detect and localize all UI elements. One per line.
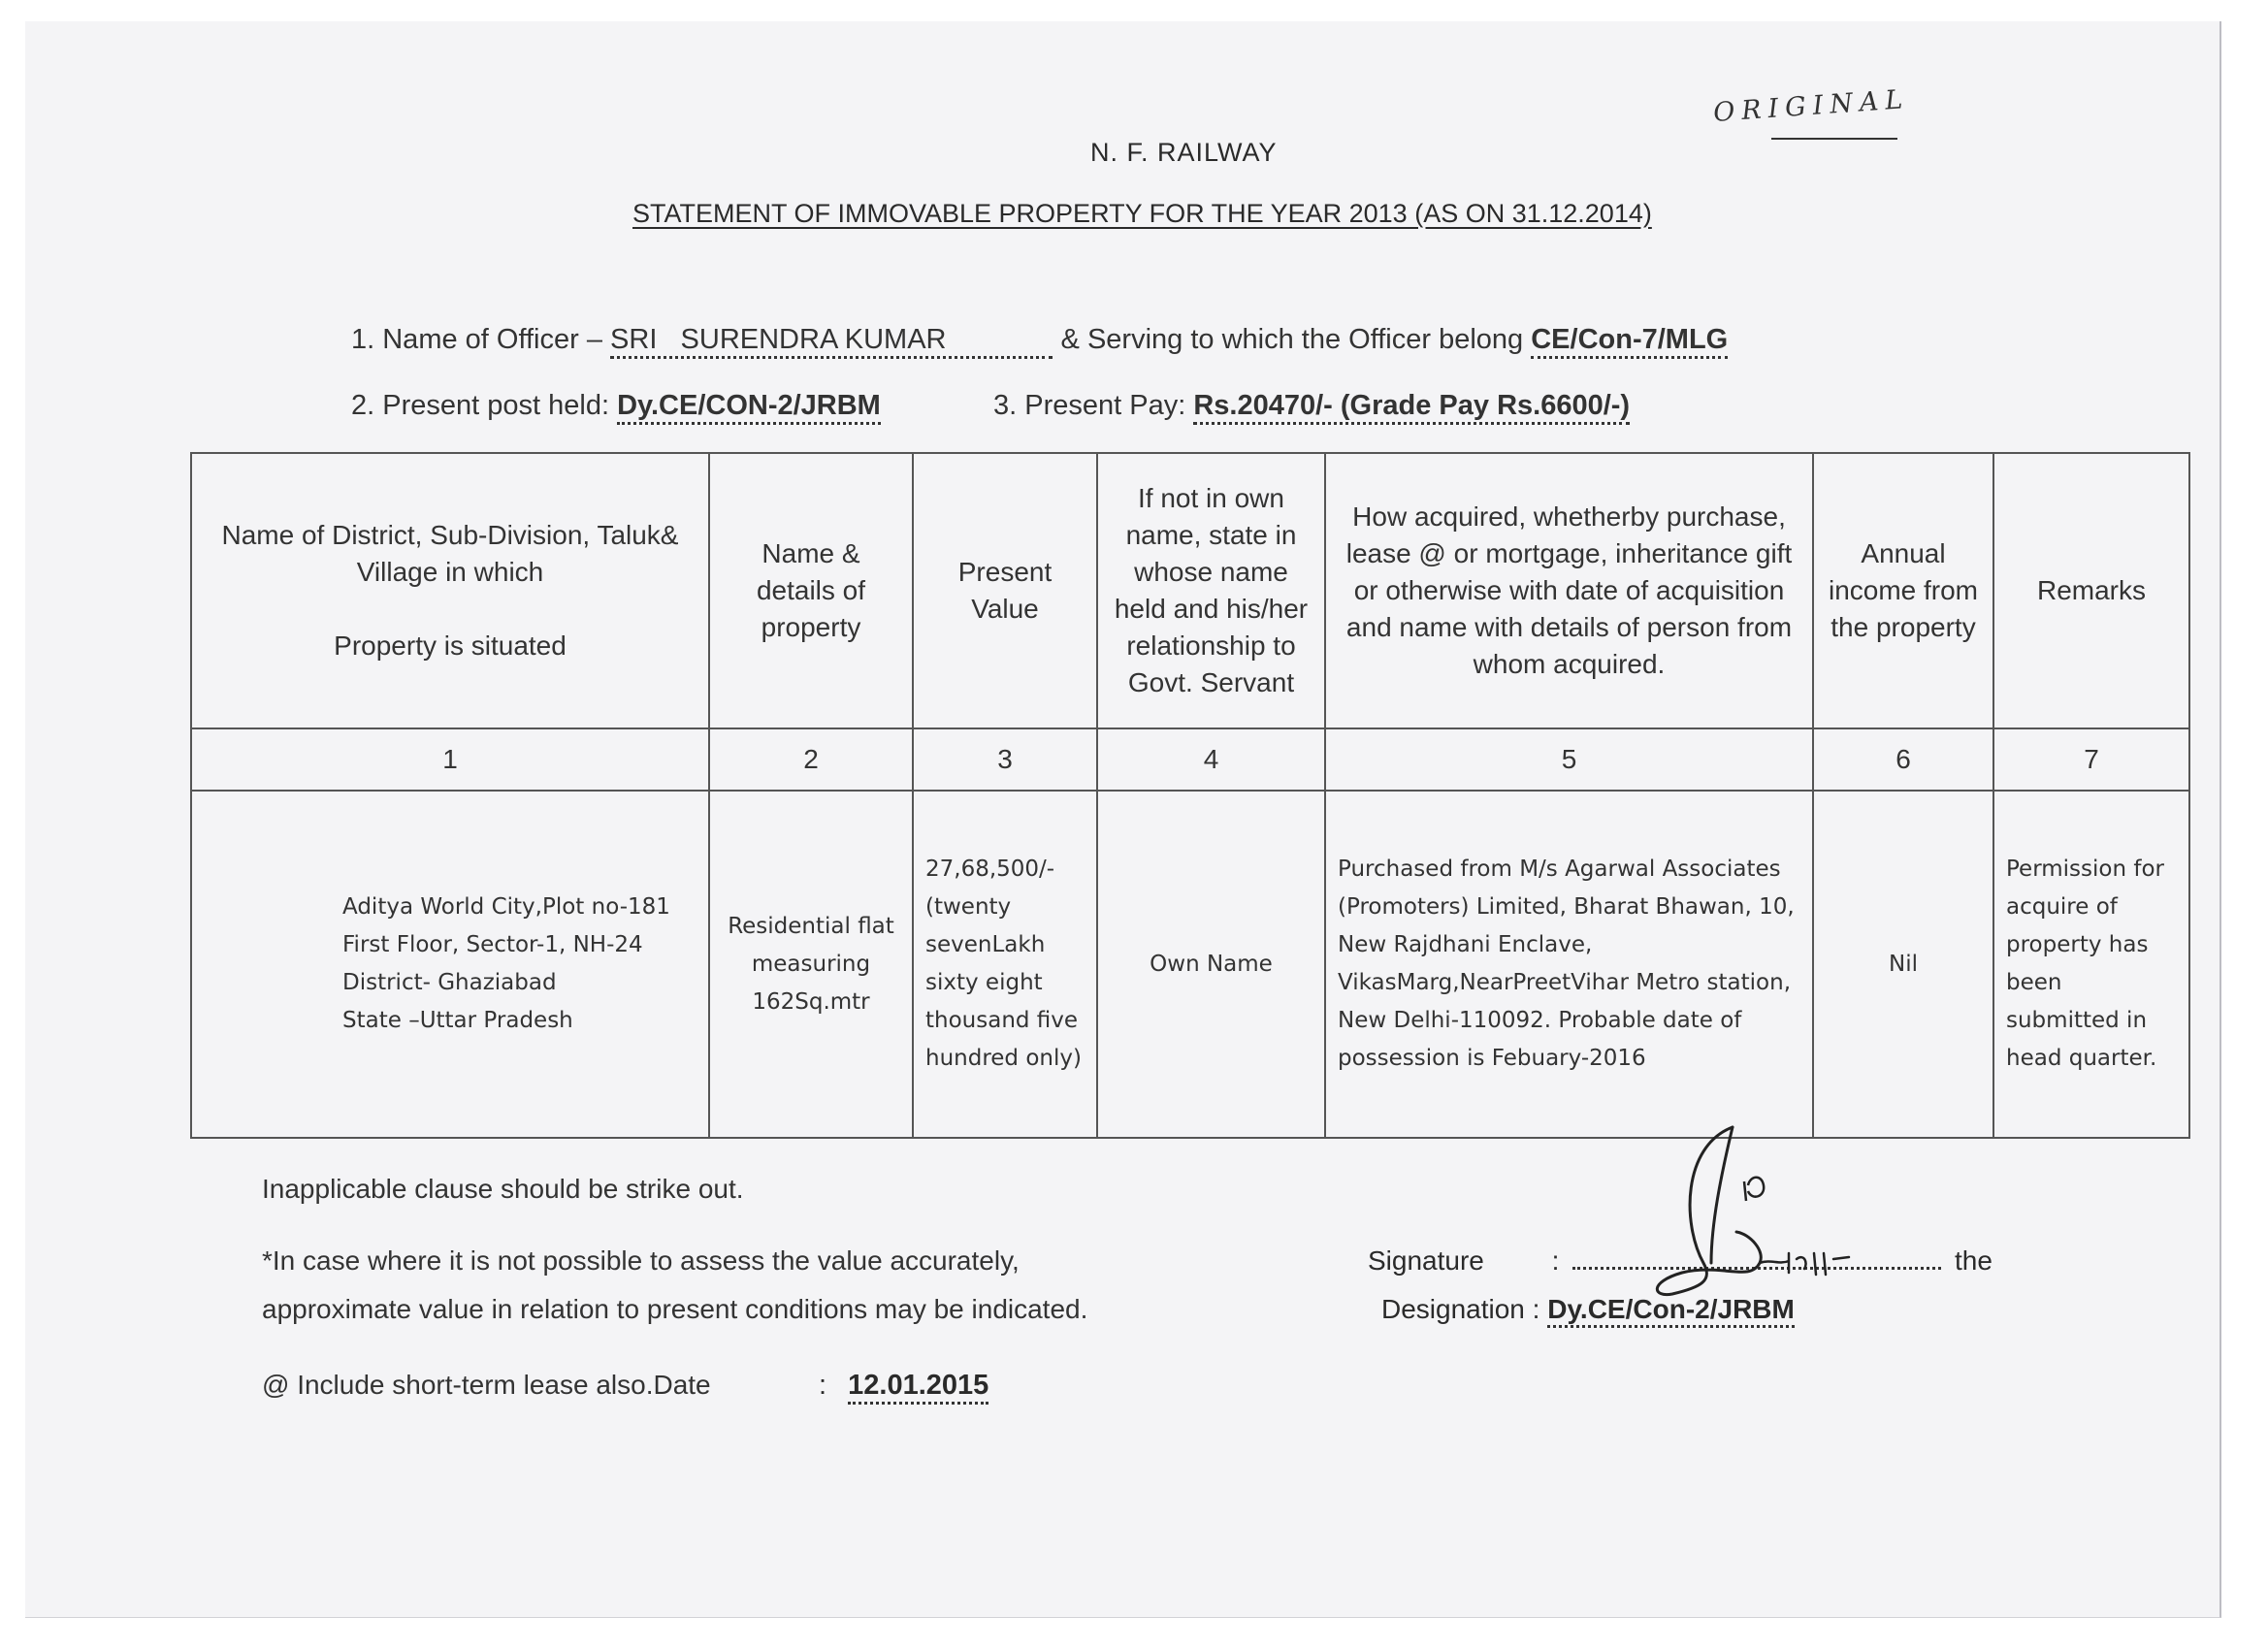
property-details-cell <box>709 791 913 1138</box>
document-page <box>25 21 2221 1618</box>
remarks-cell <box>1993 791 2189 1138</box>
date-value: 12.01.2015 <box>848 1370 988 1405</box>
header-cell <box>913 453 1097 728</box>
note-assess-value: *In case where it is not possible to assess the value accurately, <box>262 1245 1020 1276</box>
header-text: Annual income from the property <box>1828 538 1979 642</box>
signature-label: Signature <box>1368 1245 1484 1276</box>
property-table <box>190 452 2190 1139</box>
column-number: 3 <box>913 728 1097 791</box>
header-text: Name of District, Sub-Division, Taluk& Village in which Property is situated <box>221 520 679 661</box>
column-number: 6 <box>1813 728 1993 791</box>
location-cell <box>191 791 709 1138</box>
column-number: 7 <box>1993 728 2189 791</box>
ownership-cell <box>1097 791 1325 1138</box>
header-cell <box>1993 453 2189 728</box>
header-cell <box>1097 453 1325 728</box>
header-cell <box>1325 453 1813 728</box>
original-stamp: ORIGINAL <box>1712 83 1911 129</box>
header-cell <box>709 453 913 728</box>
header-text: If not in own name, state in whose name held and his/her relationship to Govt. Servant <box>1114 483 1309 697</box>
post-line <box>351 390 881 422</box>
present-value-text: 27,68,500/- (twenty sevenLakh sixty eight thousand five hundred only) <box>925 857 1082 1071</box>
designation-label: Designation : <box>1381 1294 1540 1324</box>
officer-name-field <box>610 324 1053 359</box>
table-row <box>191 791 2189 1138</box>
serving-value: CE/Con-7/MLG <box>1531 324 1728 359</box>
note-strike-out: Inapplicable clause should be strike out. <box>262 1174 744 1204</box>
property-details-text: Residential flat measuring 162Sq.mtr <box>728 913 894 1015</box>
officer-name-value: SRI SURENDRA KUMAR <box>610 324 947 355</box>
column-number: 5 <box>1325 728 1813 791</box>
annual-income-cell <box>1813 791 1993 1138</box>
designation-value: Dy.CE/Con-2/JRBM <box>1547 1294 1795 1328</box>
acquisition-text: Purchased from M/s Agarwal Associates (Promoters) Limited, Bharat Bhawan, 10, New Rajdhani Enclave, VikasMarg,NearPreetVihar Metro station, New Delhi-110092. Probable date of possession is Febuary-2016 <box>1338 857 1795 1071</box>
stamp-underline <box>1771 138 1897 140</box>
pay-label: 3. Present Pay: <box>993 390 1186 421</box>
signature-suffix: the <box>1955 1245 1993 1276</box>
acquisition-cell <box>1325 791 1813 1138</box>
header-text: Remarks <box>2036 575 2146 605</box>
present-value-cell <box>913 791 1097 1138</box>
remarks-text: Permission for acquire of property has been submitted in head quarter. <box>2006 857 2164 1071</box>
column-number-row <box>191 728 2189 791</box>
organization-name: N. F. RAILWAY <box>1090 138 1278 167</box>
header-text: Present Value <box>957 557 1053 624</box>
handwritten-signature <box>1643 1117 1866 1321</box>
header-text: How acquired, whetherby purchase, lease @ or mortgage, inheritance gift or otherwise with date of acquisition and name with details of person from whom acquired. <box>1345 501 1793 679</box>
date-separator: : <box>819 1370 827 1401</box>
location-text: Aditya World City,Plot no-181 First Floor, Sector-1, NH-24 District- Ghaziabad State –Uttar Pradesh <box>342 894 670 1033</box>
property-table-wrapper <box>190 452 2188 1139</box>
header-cell <box>1813 453 1993 728</box>
date-line <box>819 1370 988 1402</box>
header-cell <box>191 453 709 728</box>
ownership-text: Own Name <box>1150 951 1273 977</box>
column-number: 4 <box>1097 728 1325 791</box>
pay-value: Rs.20470/- (Grade Pay Rs.6600/-) <box>1193 390 1630 425</box>
serving-label: & Serving to which the Officer belong <box>1060 324 1524 355</box>
document-title: STATEMENT OF IMMOVABLE PROPERTY FOR THE YEAR 2013 (AS ON 31.12.2014) <box>632 199 1652 228</box>
table-header-row <box>191 453 2189 728</box>
column-number: 1 <box>191 728 709 791</box>
post-label: 2. Present post held: <box>351 390 609 421</box>
officer-name-label: 1. Name of Officer – <box>351 324 602 355</box>
officer-name-line <box>351 324 1728 359</box>
post-value: Dy.CE/CON-2/JRBM <box>617 390 881 425</box>
note-approximate-value: approximate value in relation to present conditions may be indicated. <box>262 1294 1088 1324</box>
header-text: Name & details of property <box>756 538 866 642</box>
signature-separator: : <box>1551 1245 1560 1276</box>
note-short-term-lease: @ Include short-term lease also.Date <box>262 1370 711 1400</box>
pay-line <box>993 390 1630 422</box>
column-number: 2 <box>709 728 913 791</box>
annual-income-text: Nil <box>1889 951 1918 977</box>
